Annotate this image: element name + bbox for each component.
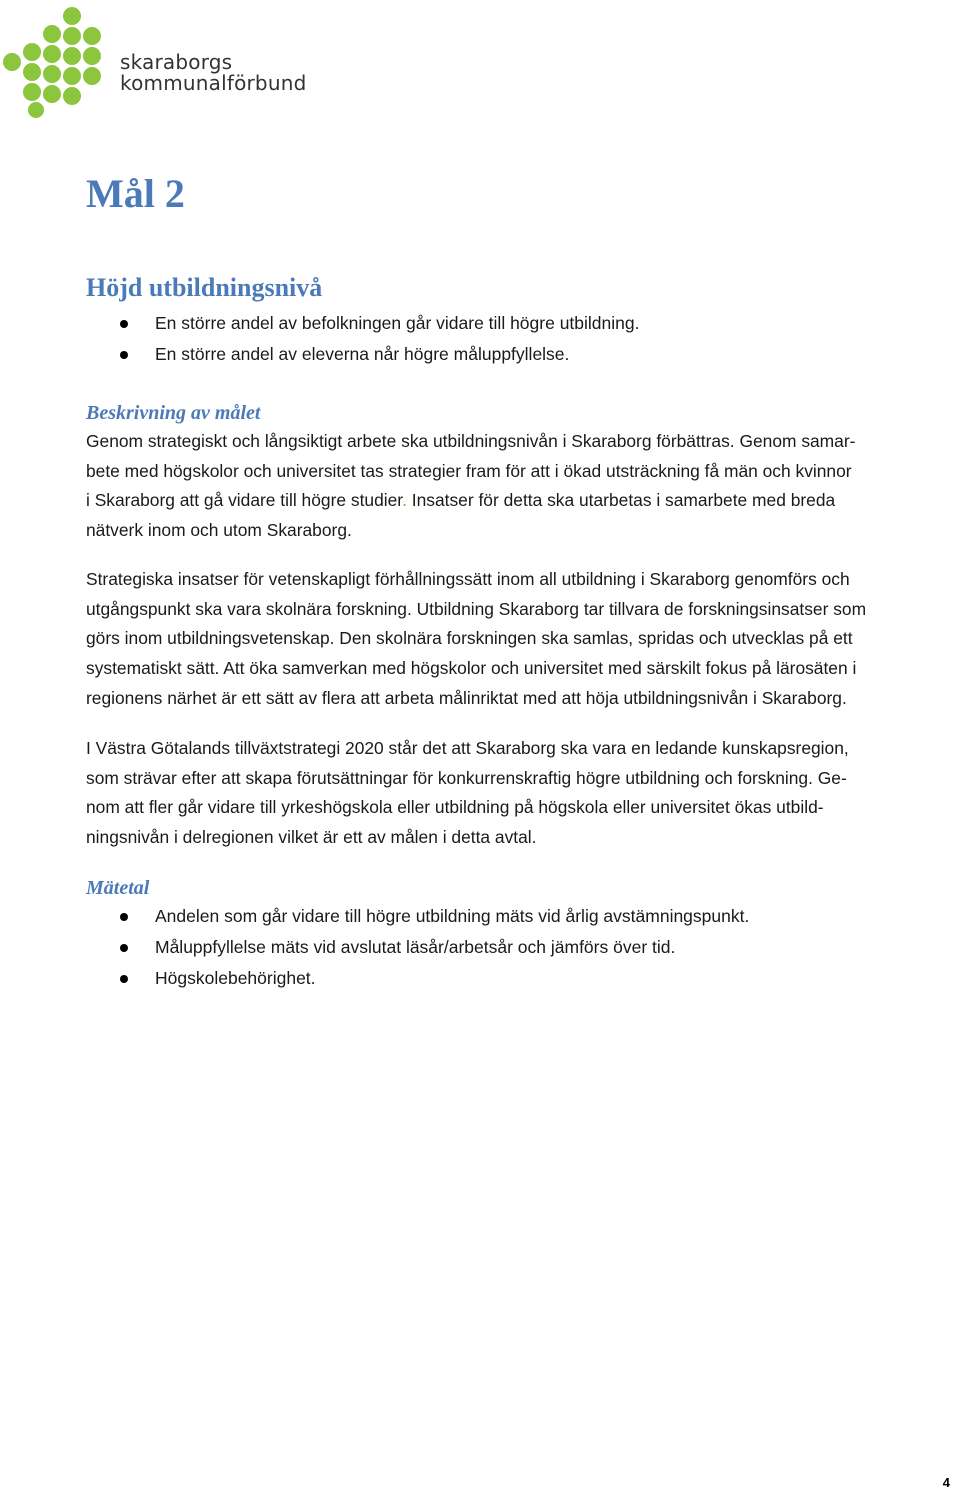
description-paragraph-2: Strategiska insatser för vetenskapligt förhållningssätt inom all utbildning i Skaraborg genomförs och utgångspunkt ska vara skolnära forskning. Utbildning Skaraborg tar tillvara de forskningsinsatser som görs inom utbildningsvetenskap. Den skolnära forskningen ska samlas, spridas och utvecklas på ett systematiskt sätt. Att öka samverkan med högskolor och universitet med särskilt fokus på lärosäten i regionens närhet är ett sätt av flera att arbeta målinriktat med att höja utbildningsnivån i Skaraborg.: [86, 569, 867, 708]
logo-wordmark: [120, 52, 306, 94]
logo-line-1: skaraborgs: [120, 50, 233, 74]
list-item: Högskolebehörighet.: [86, 963, 749, 994]
section-heading: Höjd utbildningsnivå: [86, 273, 323, 302]
list-item: En större andel av befolkningen går vidare till högre utbildning.: [86, 308, 639, 339]
description-paragraph-3: I Västra Götalands tillväxtstrategi 2020 står det att Skaraborg ska vara en ledande kunskapsregion, som strävar efter att skapa förutsättningar för konkurrenskraftig högre utbildning och forskning. Ge- nom att fler går vidare till yrkeshögskola eller utbildning på högskola eller universitet ökas utbild- ningsnivån i delregionen vilket är ett av målen i detta avtal.: [86, 738, 849, 848]
list-item: Andelen som går vidare till högre utbildning mäts vid årlig avstämningspunkt.: [86, 901, 749, 932]
description-paragraph-1: Genom strategiskt och långsiktigt arbete ska utbildningsnivån i Skaraborg förbättras. Genom samar- bete med högskolor och universitet tas strategier fram för att i ökad utsträckning få män och kvinnor i Skaraborg att gå vidare till högre studier. Insatser för detta ska utarbetas i samarbete med breda nätverk inom och utom Skaraborg.: [86, 431, 856, 541]
bullet-icon: [120, 913, 128, 921]
logo-line-2: kommunalförbund: [120, 71, 307, 95]
list-item: En större andel av eleverna når högre måluppfyllelse.: [86, 339, 639, 370]
metrics-heading: Mätetal: [86, 877, 150, 899]
metrics-bullet-list: [86, 901, 749, 994]
bullet-icon: [120, 975, 128, 983]
bullet-icon: [120, 351, 128, 359]
description-heading: Beskrivning av målet: [86, 402, 261, 424]
list-item: Måluppfyllelse mäts vid avslutat läsår/arbetsår och jämförs över tid.: [86, 932, 749, 963]
bullet-icon: [120, 320, 128, 328]
bullet-icon: [120, 944, 128, 952]
organization-logo: [0, 0, 320, 120]
dots-logo-mark: [0, 0, 120, 120]
page-number: 4: [942, 1475, 950, 1490]
goal-bullet-list: [86, 308, 639, 370]
page-title: Mål 2: [86, 171, 185, 216]
